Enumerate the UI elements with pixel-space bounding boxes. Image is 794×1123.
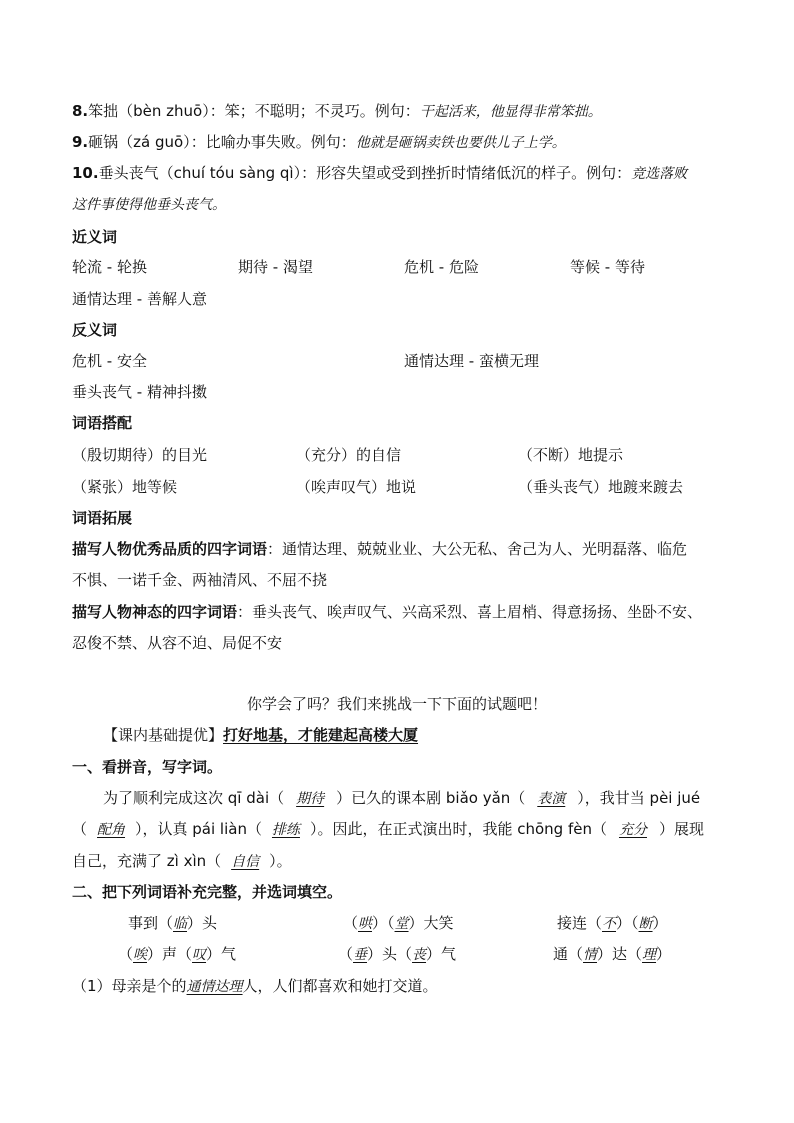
collocation: （垂头丧气）地踱来踱去 xyxy=(518,478,684,496)
idiom-text: ）（ xyxy=(616,914,639,932)
entry-definition: ：笨；不聪明；不灵巧。例句： xyxy=(209,102,420,120)
expansion-qualities-line1 xyxy=(72,539,687,559)
idiom-text: （ xyxy=(338,945,354,963)
question-1-title: 一、看拼音，写字词。 xyxy=(72,758,223,776)
idiom-item xyxy=(128,913,217,934)
idiom-answer: 不 xyxy=(602,916,617,932)
q1-text: 为了顺利完成这次 qī dài（ xyxy=(103,789,285,807)
vocab-entry-10-example-cont: 这件事使得他垂头丧气。 xyxy=(72,197,226,213)
idiom-item xyxy=(553,944,671,965)
idiom-text: ）气 xyxy=(426,945,457,963)
synonym-pair: 期待 - 渴望 xyxy=(238,258,313,276)
idiom-text: 接连（ xyxy=(557,914,603,932)
expansion-words: ：通情达理、兢兢业业、大公无私、舍己为人、光明磊落、临危 xyxy=(267,540,688,558)
question-1-line2 xyxy=(72,819,704,840)
idiom-answer: 垂 xyxy=(353,947,368,963)
question-1-line3 xyxy=(72,851,292,872)
idiom-answer: 情 xyxy=(583,947,598,963)
idiom-text: ）达（ xyxy=(597,945,643,963)
fill-sentence-1 xyxy=(72,976,438,997)
collocation: （不断）地提示 xyxy=(518,446,624,464)
vocab-entry-10 xyxy=(72,163,687,184)
q1-text: ），我甘当 pèi jué xyxy=(577,789,701,807)
expansion-label: 描写人物神态的四字词语 xyxy=(72,603,238,621)
idiom-answer: 堂 xyxy=(394,916,409,932)
idiom-answer: 临 xyxy=(173,916,188,932)
collocation: （殷切期待）的目光 xyxy=(72,446,208,464)
entry-number: 10. xyxy=(72,164,99,182)
expansion-label: 描写人物优秀品质的四字词语 xyxy=(72,540,268,558)
synonym-pair: 等候 - 等待 xyxy=(570,258,645,276)
idiom-answer: 断 xyxy=(638,916,653,932)
vocab-entry-9 xyxy=(72,132,566,153)
idiom-text: （ xyxy=(118,945,134,963)
idiom-text: ）气 xyxy=(206,945,237,963)
idiom-item xyxy=(118,944,236,965)
synonyms-heading: 近义词 xyxy=(72,228,118,246)
idiom-text: ）（ xyxy=(372,914,395,932)
entry-example: 竞选落败 xyxy=(631,166,688,182)
challenge-intro: 你学会了吗？我们来挑战一下下面的试题吧！ xyxy=(246,695,547,713)
question-1-line1 xyxy=(103,788,700,809)
idiom-text: ）头 xyxy=(187,914,218,932)
question-2-title: 二、把下列词语补充完整，并选词填空。 xyxy=(72,883,343,901)
collocations-heading: 词语搭配 xyxy=(72,414,133,432)
answer-blank: 充分 xyxy=(618,822,647,838)
sentence-text: （1）母亲是个的 xyxy=(72,977,187,995)
banner-text: 打好地基，才能建起高楼大厦 xyxy=(223,726,419,744)
expansion-words: ：垂头丧气、唉声叹气、兴高采烈、喜上眉梢、得意扬扬、坐卧不安、 xyxy=(237,603,703,621)
collocation: （唉声叹气）地说 xyxy=(296,478,417,496)
expansion-heading: 词语拓展 xyxy=(72,509,133,527)
collocation: （充分）的自信 xyxy=(296,446,402,464)
expansion-expressions-line1 xyxy=(72,602,702,622)
q1-text: 自己，充满了 zì xìn（ xyxy=(72,852,222,870)
idiom-text: ） xyxy=(656,945,672,963)
q1-text: ）。因此，在正式演出时，我能 chōng fèn（ xyxy=(309,820,607,838)
synonym-pair: 危机 - 危险 xyxy=(404,258,479,276)
sentence-answer: 通情达理 xyxy=(186,979,243,995)
entry-example: 干起活来，他显得非常笨拙。 xyxy=(419,104,602,120)
answer-blank: 配角 xyxy=(97,822,126,838)
antonym-pair: 通情达理 - 蛮横无理 xyxy=(404,352,539,370)
idiom-text: ）大笑 xyxy=(408,914,454,932)
antonyms-heading: 反义词 xyxy=(72,321,118,339)
vocab-entry-8 xyxy=(72,101,602,122)
collocation: （紧张）地等候 xyxy=(72,478,178,496)
idiom-item xyxy=(338,944,456,965)
sentence-text: 人，人们都喜欢和她打交道。 xyxy=(242,977,438,995)
entry-number: 8. xyxy=(72,102,89,120)
entry-definition: ：形容失望或受到挫折时情绪低沉的样子。例句： xyxy=(301,164,632,182)
answer-blank: 表演 xyxy=(537,791,566,807)
idiom-text: ）声（ xyxy=(147,945,193,963)
synonym-pair: 轮流 - 轮换 xyxy=(72,258,147,276)
idiom-text: ） xyxy=(652,914,668,932)
expansion-expressions-line2: 忍俊不禁、从容不迫、局促不安 xyxy=(72,634,283,652)
entry-example: 他就是砸锅卖铁也要供儿子上学。 xyxy=(355,135,566,151)
idiom-text: ）头（ xyxy=(367,945,413,963)
idiom-text: 通（ xyxy=(553,945,584,963)
section-banner xyxy=(103,725,418,745)
idiom-answer: 理 xyxy=(642,947,657,963)
idiom-answer: 丧 xyxy=(412,947,427,963)
q1-text: ）已久的课本剧 biǎo yǎn（ xyxy=(336,789,526,807)
idiom-item xyxy=(557,913,668,934)
entry-word: 砸锅（zá guō） xyxy=(88,133,191,151)
q1-text: ），认真 pái liàn（ xyxy=(135,820,262,838)
answer-blank: 自信 xyxy=(231,854,260,870)
expansion-qualities-line2: 不惧、一诺千金、两袖清风、不屈不挠 xyxy=(72,571,328,589)
entry-word: 笨拙（bèn zhuō） xyxy=(88,102,210,120)
idiom-text: 事到（ xyxy=(128,914,174,932)
answer-blank: 期待 xyxy=(296,791,325,807)
antonym-pair: 危机 - 安全 xyxy=(72,352,147,370)
q1-text: ）展现 xyxy=(658,820,704,838)
entry-number: 9. xyxy=(72,133,89,151)
idiom-answer: 哄 xyxy=(358,916,373,932)
entry-word: 垂头丧气（chuí tóu sàng qì） xyxy=(98,164,302,182)
q1-text: （ xyxy=(72,820,88,838)
banner-label: 【课内基础提优】 xyxy=(103,726,224,744)
q1-text: ）。 xyxy=(269,852,292,870)
idiom-answer: 唉 xyxy=(133,947,148,963)
idiom-item xyxy=(343,913,454,934)
idiom-text: （ xyxy=(343,914,359,932)
answer-blank: 排练 xyxy=(271,822,300,838)
antonym-pair: 垂头丧气 - 精神抖擞 xyxy=(72,383,207,401)
entry-definition: ：比喻办事失败。例句： xyxy=(190,133,356,151)
idiom-answer: 叹 xyxy=(192,947,207,963)
synonym-pair: 通情达理 - 善解人意 xyxy=(72,290,207,308)
